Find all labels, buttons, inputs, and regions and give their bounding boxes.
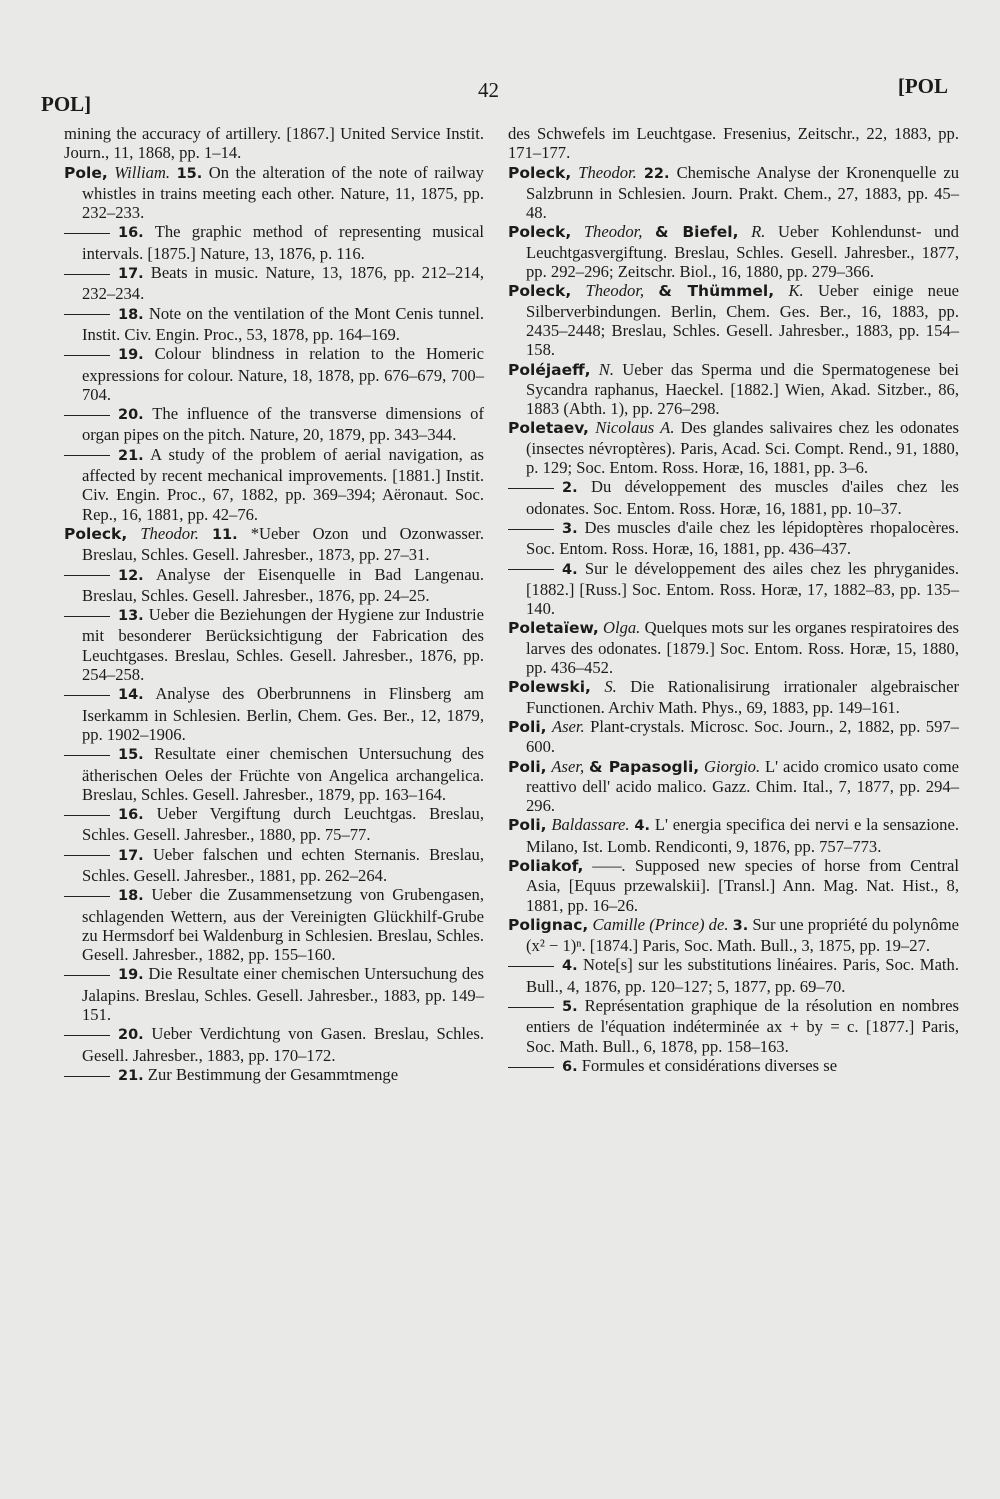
entry-number: 21.: [118, 447, 144, 464]
entry-number: 15.: [176, 165, 203, 182]
entry-number: 17.: [118, 847, 144, 864]
author-surname: Poleck,: [508, 282, 572, 301]
entry-text: Ueber die Beziehungen der Hygiene zur Industrie mit besonderer Berücksichtigung der Fabrication des Leuchtgases. Breslau, Schles. Gesell. Jahresber., 1876, pp. 254–258.: [82, 605, 484, 685]
bibliography-entry: [508, 996, 959, 1056]
coauthor-surname: & Thümmel,: [658, 282, 775, 301]
ditto-dash: [64, 455, 110, 456]
bibliography-entry: [508, 518, 959, 559]
entry-text: Resultate einer chemischen Untersuchung des ätherischen Oeles der Früchte von Angelica archangelica. Breslau, Schles. Gesell. Jahresber., 1879, pp. 163–164.: [82, 744, 484, 804]
running-head-left: POL]: [41, 92, 92, 116]
entry-number: 18.: [118, 306, 144, 323]
ditto-dash: [508, 529, 554, 530]
bibliography-entry: [508, 677, 959, 717]
ditto-dash: [508, 569, 554, 570]
ditto-dash: [64, 233, 110, 234]
entry-text: Note[s] sur les substitutions linéaires. Paris, Soc. Math. Bull., 4, 1876, pp. 120–127; 5, 1877, pp. 69–70.: [526, 955, 959, 996]
entry-number: 20.: [118, 407, 144, 424]
bibliography-entry: [64, 263, 484, 304]
bibliography-entry: [508, 1056, 959, 1077]
entry-text: The graphic method of representing musical intervals. [1875.] Nature, 13, 1876, p. 116.: [82, 222, 484, 263]
entry-number: 12.: [118, 567, 144, 584]
ditto-dash: [508, 488, 554, 489]
coauthor-given-name: R.: [751, 222, 766, 242]
entry-text: Die Resultate einer chemischen Untersuchung des Jalapins. Breslau, Schles. Gesell. Jahresber., 1883, pp. 149–151.: [82, 964, 484, 1025]
entry-number: 19.: [118, 347, 144, 364]
author-given-name: ——.: [592, 855, 626, 875]
ditto-dash: [64, 755, 110, 756]
entry-text: L' acido cromico usato come reattivo dell' acido malico. Gazz. Chim. Ital., 7, 1877, pp. 294–296.: [526, 756, 959, 816]
ditto-dash: [64, 355, 110, 356]
bibliography-entry: [64, 885, 484, 964]
left-column: [64, 124, 484, 1086]
entry-number: 4.: [634, 818, 651, 835]
entry-text: Die Rationalisirung irrationaler algebraischer Functionen. Archiv Math. Phys., 69, 1883, pp. 149–161.: [526, 677, 959, 717]
entry-number: 21.: [118, 1067, 144, 1084]
bibliography-entry: [508, 717, 959, 757]
ditto-dash: [64, 855, 110, 856]
bibliography-entry: [64, 964, 484, 1024]
bibliography-entry: [64, 565, 484, 606]
entry-text: Ueber das Sperma und die Spermatogenese bei Sycandra raphanus, Haeckel. [1882.] Wien, Akad. Sitzber., 86, 1883 (Abth. 1), pp. 276–298.: [526, 359, 959, 419]
ditto-dash: [64, 896, 110, 897]
bibliography-entry: [508, 618, 959, 677]
ditto-dash: [64, 314, 110, 315]
author-given-name: Theodor.: [140, 523, 199, 543]
entry-number: 4.: [562, 958, 578, 975]
entry-number: 6.: [562, 1058, 578, 1075]
bibliography-entry: [64, 524, 484, 565]
entry-text: A study of the problem of aerial navigation, as affected by recent mechanical improvements. [1881.] Instit. Civ. Engin. Proc., 67, 1882, pp. 369–394; Aëronaut. Soc. Rep., 16, 1881, pp. 42–76.: [82, 444, 484, 524]
entry-text: Chemische Analyse der Kronenquelle zu Salzbrunn in Schlesien. Journ. Prakt. Chem., 27, 1883, pp. 45–48.: [526, 162, 959, 223]
bibliography-entry: [64, 163, 484, 223]
entry-number: 4.: [562, 561, 578, 578]
author-surname: Polignac,: [508, 915, 589, 934]
entry-number: 11.: [211, 526, 238, 543]
author-surname: Poletaïew,: [508, 619, 599, 638]
bibliography-entry: [64, 1024, 484, 1065]
entry-text: Ueber falschen und echten Sternanis. Breslau, Schles. Gesell. Jahresber., 1881, pp. 262–264.: [82, 844, 484, 885]
entry-text: Représentation graphique de la résolution en nombres entiers de l'équation indéterminée ax + by = c. [1877.] Paris, Soc. Math. Bull., 6, 1878, pp. 158–163.: [526, 996, 959, 1056]
entry-continuation: [508, 124, 959, 163]
entry-number: 3.: [562, 520, 578, 537]
author-given-name: N.: [598, 359, 615, 379]
ditto-dash: [508, 1007, 554, 1008]
bibliography-entry: [64, 404, 484, 445]
entry-text: des Schwefels im Leuchtgase. Fresenius, Zeitschr., 22, 1883, pp. 171–177.: [508, 124, 959, 163]
entry-number: 3.: [732, 917, 749, 934]
ditto-dash: [64, 274, 110, 275]
entry-text: Des muscles d'aile chez les lépidoptères rhopalocères. Soc. Entom. Ross. Horæ, 16, 1881, pp. 436–437.: [526, 517, 960, 559]
entry-number: 2.: [562, 480, 578, 497]
ditto-dash: [64, 815, 110, 816]
entry-text: Ueber die Zusammensetzung von Grubengasen, schlagenden Wettern, aus der Vereinigten Glückhilf-Grube zu Hermsdorf bei Waldenburg in Schlesien. Breslau, Schles. Gesell. Jahresber., 1882, pp. 155–160.: [82, 885, 484, 965]
author-surname: Polewski,: [508, 678, 591, 697]
entry-text: Ueber Verdichtung von Gasen. Breslau, Schles. Gesell. Jahresber., 1883, pp. 170–172.: [82, 1024, 484, 1065]
ditto-dash: [64, 695, 110, 696]
coauthor-surname: & Biefel,: [655, 223, 739, 242]
entry-number: 22.: [643, 165, 670, 182]
ditto-dash: [64, 975, 110, 976]
bibliography-entry: [508, 559, 959, 619]
author-given-name: Theodor.: [578, 162, 637, 182]
bibliography-entry: [508, 915, 959, 956]
running-head-right: [POL: [897, 74, 948, 98]
entry-text: Quelques mots sur les organes respiratoires des larves des odonates. [1879.] Soc. Entom. Ross. Horæ, 15, 1880, pp. 436–452.: [526, 618, 959, 678]
author-given-name: William.: [114, 162, 171, 182]
ditto-dash: [64, 616, 110, 617]
ditto-dash: [64, 575, 110, 576]
bibliography-entry: [508, 477, 959, 518]
entry-text: Analyse des Oberbrunnens in Flinsberg am Iserkamm in Schlesien. Berlin, Chem. Ges. Ber., 12, 1879, pp. 1902–1906.: [82, 684, 485, 744]
bibliography-entry: [64, 744, 484, 804]
bibliography-entry: [508, 815, 959, 856]
entry-text: Ueber Vergiftung durch Leuchtgas. Breslau, Schles. Gesell. Jahresber., 1880, pp. 75–77.: [82, 804, 484, 845]
author-surname: Poleck,: [508, 223, 572, 242]
bibliography-entry: [508, 360, 959, 419]
author-given-name: Theodor,: [583, 222, 643, 242]
bibliography-entry: [508, 856, 959, 915]
coauthor-given-name: Giorgio.: [704, 756, 761, 776]
entry-text: Colour blindness in relation to the Homeric expressions for colour. Nature, 18, 1878, pp. 676–679, 700–704.: [82, 344, 484, 404]
author-given-name: Theodor,: [585, 281, 645, 301]
author-given-name: Baldassare.: [551, 815, 630, 835]
entry-number: 14.: [118, 687, 144, 704]
author-surname: Poli,: [508, 717, 547, 736]
entry-text: Ueber einige neue Silberverbindungen. Berlin, Chem. Ges. Ber., 16, 1883, pp. 2435–2448; Breslau, Schles. Gesell. Jahresber., 1883, pp. 154–158.: [526, 281, 959, 360]
entry-text: Du développement des muscles d'ailes chez les odonates. Soc. Entom. Ross. Horæ, 16, 1881, pp. 10–37.: [526, 477, 960, 518]
author-given-name: S.: [604, 677, 617, 697]
author-given-name: Olga.: [602, 618, 641, 638]
ditto-dash: [508, 966, 554, 967]
entry-text: L' energia specifica dei nervi e la sensazione. Milano, Ist. Lomb. Rendiconti, 9, 1876, pp. 757–773.: [526, 815, 959, 856]
entry-number: 13.: [118, 608, 144, 625]
bibliography-entry: [508, 757, 959, 816]
entry-text: Des glandes salivaires chez les odonates (insectes névroptères). Paris, Acad. Sci. Compt. Rend., 91, 1880, p. 129; Soc. Entom. Ross. Horæ, 16, 1881, pp. 3–6.: [526, 418, 959, 478]
bibliography-entry: [64, 605, 484, 684]
author-given-name: Nicolaus A.: [595, 418, 675, 438]
author-surname: Poli,: [508, 757, 547, 776]
bibliography-entry: [508, 418, 959, 477]
entry-text: Supposed new species of horse from Central Asia, [Equus przewalskii]. [Transl.] Ann. Mag. Nat. Hist., 8, 1881, pp. 16–26.: [526, 855, 959, 915]
entry-number: 16.: [118, 225, 144, 242]
bibliography-entry: [64, 304, 484, 345]
author-surname: Poli,: [508, 816, 547, 835]
entry-text: On the alteration of the note of railway whistles in trains meeting each other. Nature, 11, 1875, pp. 232–233.: [82, 162, 484, 223]
bibliography-entry: [508, 222, 959, 281]
ditto-dash: [64, 1076, 110, 1077]
entry-text: Beats in music. Nature, 13, 1876, pp. 212–214, 232–234.: [82, 263, 484, 304]
author-given-name: Aser,: [551, 756, 585, 776]
author-surname: Poleck,: [64, 524, 128, 543]
ditto-dash: [64, 1035, 110, 1036]
author-surname: Poléjaeff,: [508, 360, 591, 379]
entry-text: Plant-crystals. Microsc. Soc. Journ., 2, 1882, pp. 597–600.: [526, 716, 959, 757]
bibliography-entry: [64, 804, 484, 845]
entry-number: 18.: [118, 888, 144, 905]
author-surname: Poliakof,: [508, 856, 584, 875]
bibliography-entry: [64, 684, 484, 744]
entry-text: mining the accuracy of artillery. [1867.] United Service Instit. Journ., 11, 1868, pp. 1–14.: [64, 124, 484, 163]
entry-text: Sur une propriété du polynôme (x² − 1)ⁿ. [1874.] Paris, Soc. Math. Bull., 3, 1875, pp. 19–27.: [526, 914, 959, 956]
entry-text: *Ueber Ozon und Ozonwasser. Breslau, Schles. Gesell. Jahresber., 1873, pp. 27–31.: [82, 523, 484, 565]
bibliography-entry: [508, 955, 959, 996]
ditto-dash: [508, 1067, 554, 1068]
entry-number: 16.: [118, 807, 144, 824]
entry-number: 5.: [562, 999, 578, 1016]
entry-number: 15.: [118, 747, 144, 764]
author-surname: Poleck,: [508, 163, 572, 182]
entry-continuation: [64, 124, 484, 163]
entry-text: Zur Bestimmung der Gesammtmenge: [147, 1064, 399, 1084]
entry-text: The influence of the transverse dimensions of organ pipes on the pitch. Nature, 20, 1879, pp. 343–344.: [82, 404, 484, 445]
bibliography-entry: [64, 845, 484, 886]
entry-text: Sur le développement des ailes chez les phryganides. [1882.] [Russ.] Soc. Entom. Ross. Horæ, 17, 1882–83, pp. 135–140.: [526, 558, 959, 619]
bibliography-entry: [64, 222, 484, 263]
bibliography-entry: [508, 163, 959, 223]
author-given-name: Camille (Prince) de.: [592, 914, 729, 934]
entry-text: Formules et considérations diverses se: [581, 1055, 838, 1075]
ditto-dash: [64, 415, 110, 416]
entry-number: 17.: [118, 266, 144, 283]
right-column: [508, 124, 959, 1077]
coauthor-given-name: K.: [788, 281, 804, 301]
page-number: 42: [478, 78, 499, 102]
author-surname: Pole,: [64, 163, 108, 182]
entry-number: 20.: [118, 1027, 144, 1044]
coauthor-surname: & Papasogli,: [589, 757, 700, 776]
bibliography-entry: [64, 1065, 484, 1086]
bibliography-entry: [64, 344, 484, 404]
author-given-name: Aser.: [551, 716, 585, 736]
entry-number: 19.: [118, 967, 144, 984]
entry-text: Ueber Kohlendunst- und Leuchtgasvergiftung. Breslau, Schles. Gesell. Jahresber., 1877, pp. 292–296; Zeitschr. Biol., 16, 1880, pp. 279–366.: [526, 222, 959, 282]
bibliography-entry: [64, 445, 484, 524]
entry-text: Note on the ventilation of the Mont Cenis tunnel. Instit. Civ. Engin. Proc., 53, 1878, pp. 164–169.: [82, 303, 484, 344]
entry-text: Analyse der Eisenquelle in Bad Langenau. Breslau, Schles. Gesell. Jahresber., 1876, pp. 24–25.: [82, 564, 485, 605]
author-surname: Poletaev,: [508, 419, 589, 438]
bibliography-entry: [508, 281, 959, 359]
